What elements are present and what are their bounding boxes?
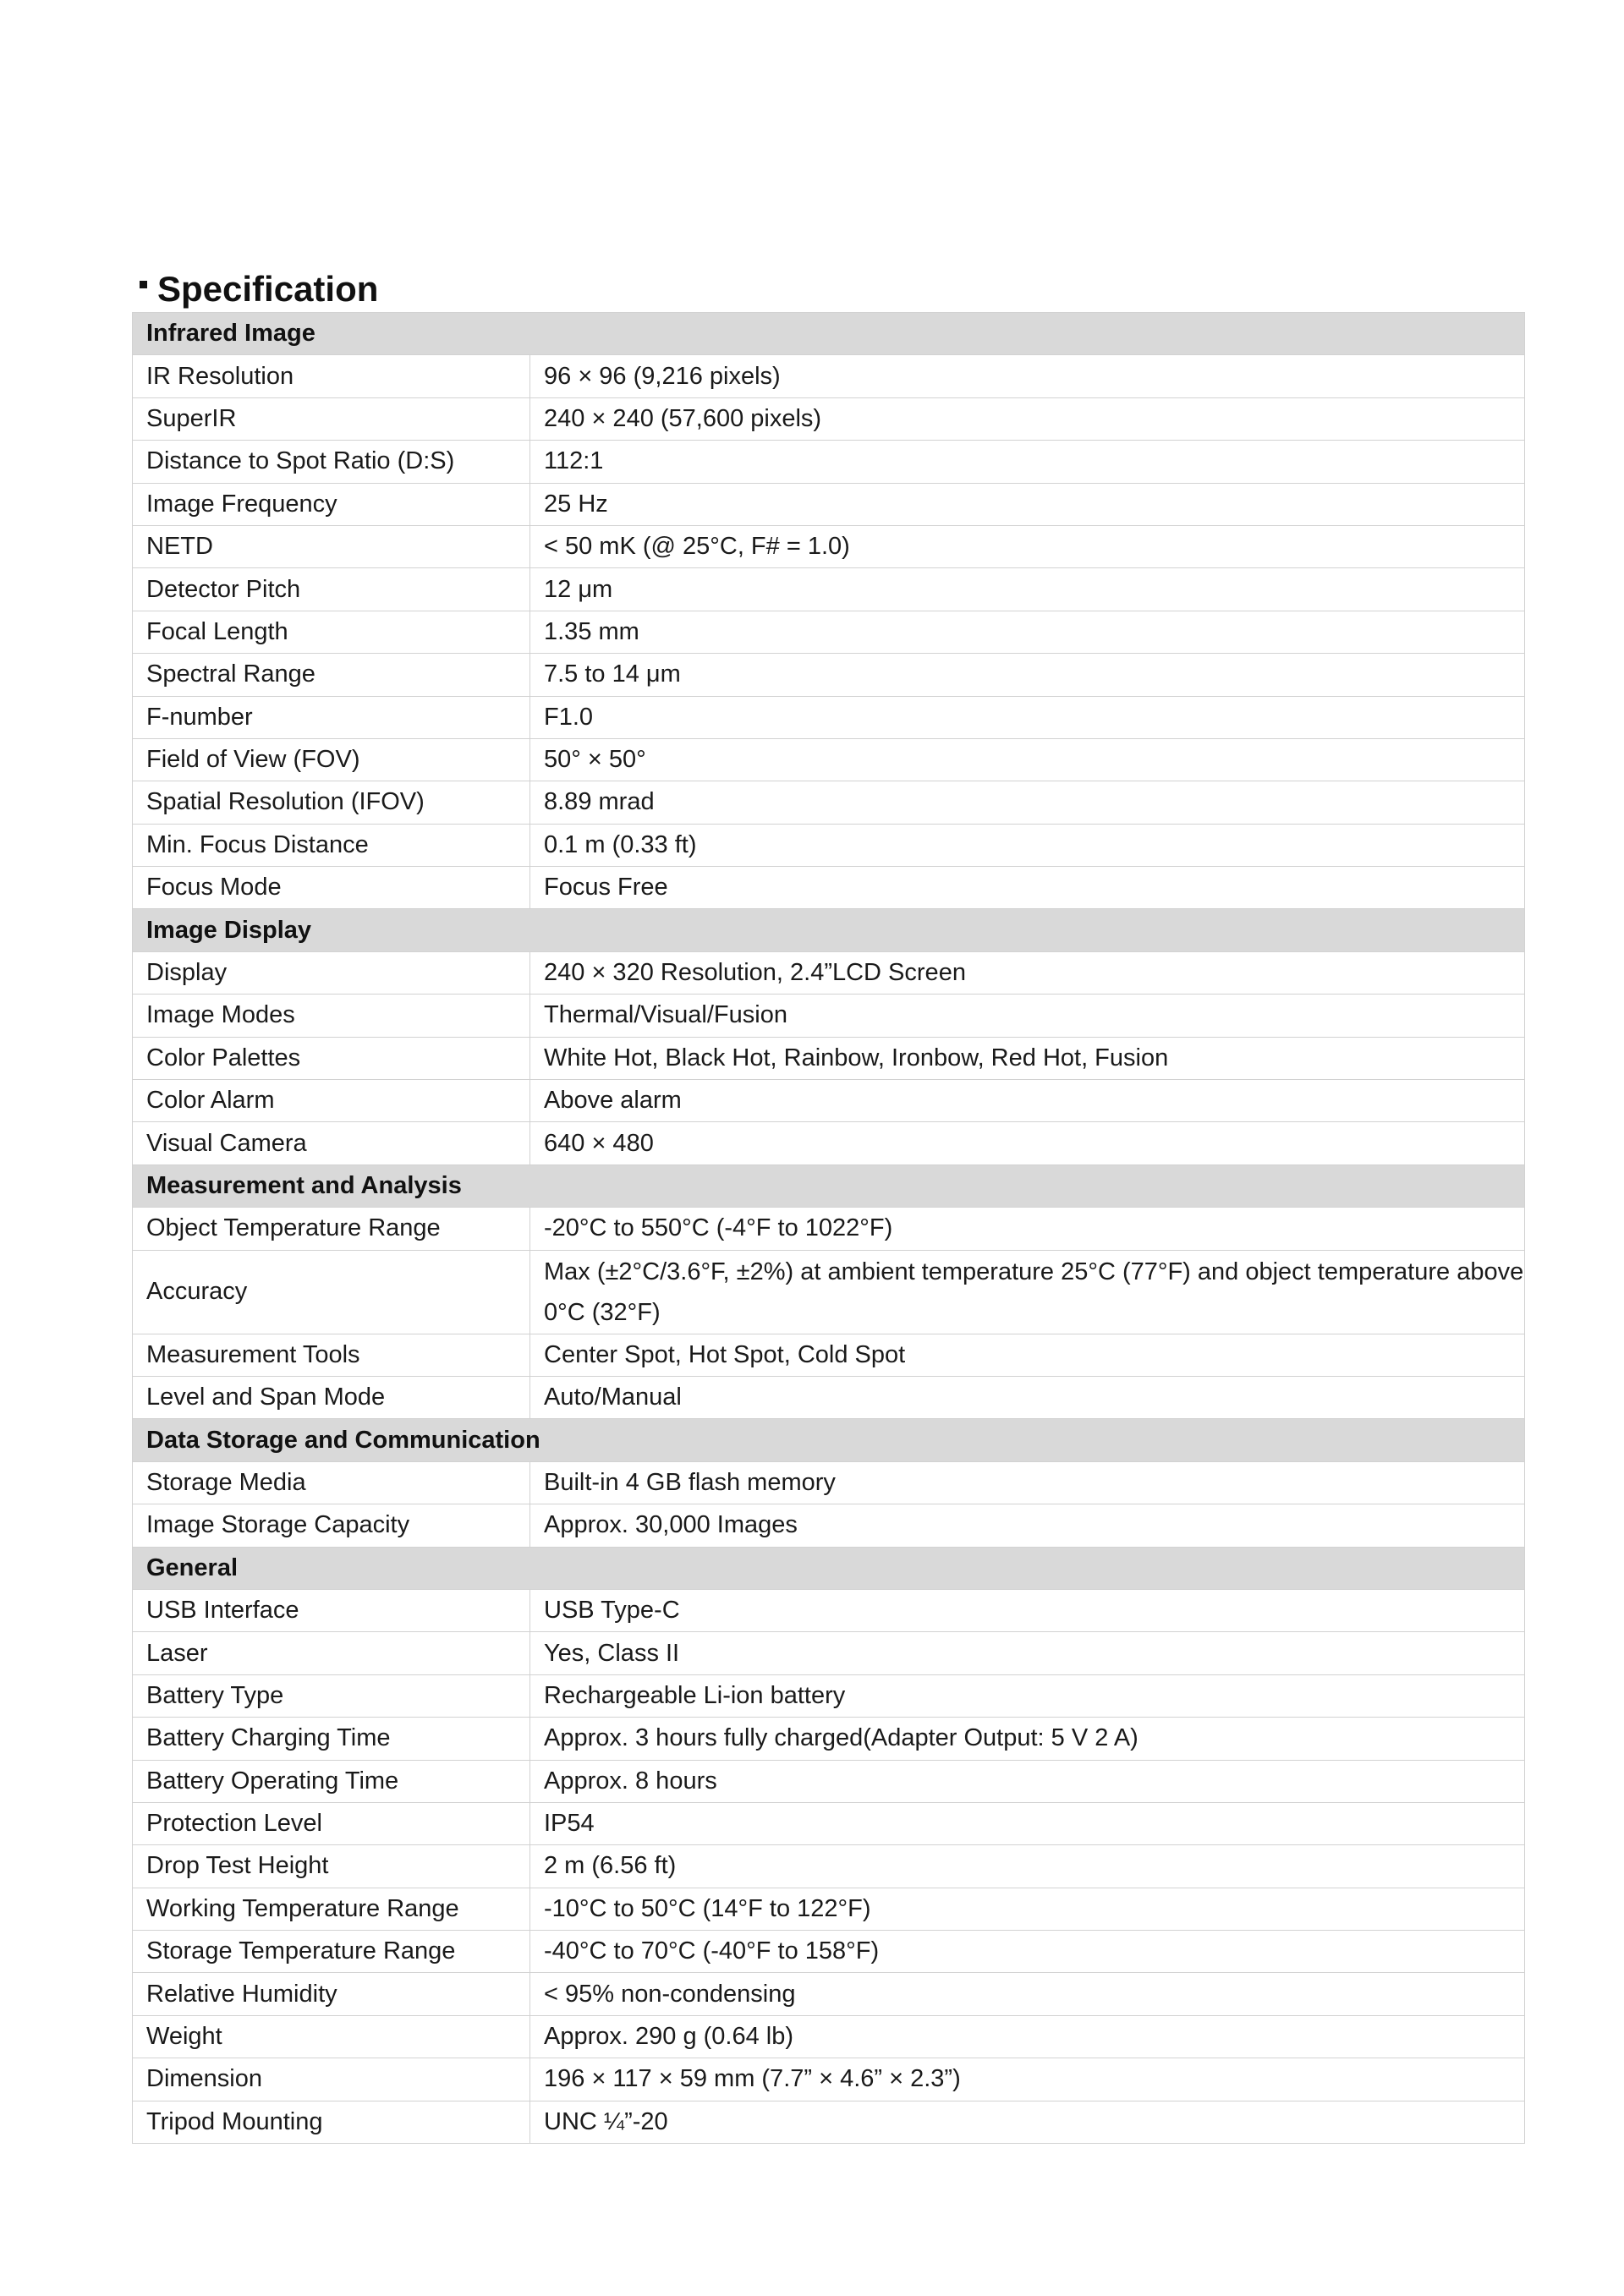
specification-table xyxy=(132,312,1525,2144)
table-row xyxy=(133,1037,1525,1079)
spec-value: USB Type-C xyxy=(530,1589,1525,1631)
spec-value: 12 μm xyxy=(530,568,1525,611)
table-row xyxy=(133,2058,1525,2101)
section-title: General xyxy=(133,1547,1525,1589)
spec-label: Weight xyxy=(133,2015,530,2058)
section-title: Infrared Image xyxy=(133,313,1525,355)
page-title-text: Specification xyxy=(157,269,379,309)
table-row xyxy=(133,1973,1525,2015)
spec-label: Detector Pitch xyxy=(133,568,530,611)
spec-label: Battery Type xyxy=(133,1674,530,1717)
table-row xyxy=(133,1589,1525,1631)
spec-label: SuperIR xyxy=(133,397,530,440)
table-row xyxy=(133,483,1525,525)
table-row xyxy=(133,397,1525,440)
spec-label: Accuracy xyxy=(133,1250,530,1334)
table-row xyxy=(133,611,1525,653)
spec-label: Focal Length xyxy=(133,611,530,653)
spec-value: -20°C to 550°C (-4°F to 1022°F) xyxy=(530,1208,1525,1250)
spec-label: Dimension xyxy=(133,2058,530,2101)
section-title: Measurement and Analysis xyxy=(133,1164,1525,1207)
spec-label: Storage Media xyxy=(133,1461,530,1504)
spec-label: Battery Charging Time xyxy=(133,1718,530,1760)
spec-label: USB Interface xyxy=(133,1589,530,1631)
table-section-header xyxy=(133,909,1525,951)
spec-value: 240 × 320 Resolution, 2.4”LCD Screen xyxy=(530,951,1525,994)
table-section-header xyxy=(133,1164,1525,1207)
spec-label: Color Alarm xyxy=(133,1080,530,1122)
spec-label: Storage Temperature Range xyxy=(133,1931,530,1973)
spec-label: Image Storage Capacity xyxy=(133,1504,530,1547)
spec-label: Display xyxy=(133,951,530,994)
table-row xyxy=(133,824,1525,866)
spec-value: 240 × 240 (57,600 pixels) xyxy=(530,397,1525,440)
spec-label: Relative Humidity xyxy=(133,1973,530,2015)
spec-label: Protection Level xyxy=(133,1802,530,1844)
table-row xyxy=(133,654,1525,696)
table-row xyxy=(133,1632,1525,1674)
spec-label: Working Temperature Range xyxy=(133,1888,530,1930)
spec-label: Level and Span Mode xyxy=(133,1376,530,1418)
table-row xyxy=(133,1376,1525,1418)
spec-value: Built-in 4 GB flash memory xyxy=(530,1461,1525,1504)
spec-label: Focus Mode xyxy=(133,867,530,909)
spec-value: Approx. 3 hours fully charged(Adapter Output: 5 V 2 A) xyxy=(530,1718,1525,1760)
spec-label: IR Resolution xyxy=(133,355,530,397)
spec-label: Spectral Range xyxy=(133,654,530,696)
square-bullet-icon xyxy=(140,281,147,288)
table-row xyxy=(133,738,1525,781)
table-row xyxy=(133,696,1525,738)
spec-value: Approx. 8 hours xyxy=(530,1760,1525,1802)
section-title: Data Storage and Communication xyxy=(133,1419,1525,1461)
table-section-header xyxy=(133,313,1525,355)
spec-value: Approx. 30,000 Images xyxy=(530,1504,1525,1547)
spec-label: Image Modes xyxy=(133,995,530,1037)
spec-label: Measurement Tools xyxy=(133,1334,530,1376)
spec-label: Color Palettes xyxy=(133,1037,530,1079)
spec-value: F1.0 xyxy=(530,696,1525,738)
spec-value: -40°C to 70°C (-40°F to 158°F) xyxy=(530,1931,1525,1973)
table-row xyxy=(133,781,1525,824)
spec-value: < 50 mK (@ 25°C, F# = 1.0) xyxy=(530,525,1525,567)
spec-value: 196 × 117 × 59 mm (7.7” × 4.6” × 2.3”) xyxy=(530,2058,1525,2101)
spec-value: Yes, Class II xyxy=(530,1632,1525,1674)
spec-value: 112:1 xyxy=(530,441,1525,483)
spec-label: Battery Operating Time xyxy=(133,1760,530,1802)
table-row xyxy=(133,1845,1525,1888)
spec-value: 0.1 m (0.33 ft) xyxy=(530,824,1525,866)
spec-value: 7.5 to 14 μm xyxy=(530,654,1525,696)
spec-label: Distance to Spot Ratio (D:S) xyxy=(133,441,530,483)
table-row xyxy=(133,1504,1525,1547)
table-row xyxy=(133,1802,1525,1844)
section-title: Image Display xyxy=(133,909,1525,951)
spec-value: 1.35 mm xyxy=(530,611,1525,653)
table-row xyxy=(133,951,1525,994)
table-row xyxy=(133,1334,1525,1376)
table-row xyxy=(133,1250,1525,1334)
spec-value: Auto/Manual xyxy=(530,1376,1525,1418)
spec-label: Image Frequency xyxy=(133,483,530,525)
table-row xyxy=(133,1122,1525,1164)
spec-value: Thermal/Visual/Fusion xyxy=(530,995,1525,1037)
spec-value: Rechargeable Li-ion battery xyxy=(530,1674,1525,1717)
table-row xyxy=(133,2101,1525,2143)
spec-label: F-number xyxy=(133,696,530,738)
table-row xyxy=(133,355,1525,397)
spec-label: Tripod Mounting xyxy=(133,2101,530,2143)
spec-value: 25 Hz xyxy=(530,483,1525,525)
table-row xyxy=(133,1674,1525,1717)
table-row xyxy=(133,1888,1525,1930)
spec-label: Min. Focus Distance xyxy=(133,824,530,866)
table-row xyxy=(133,2015,1525,2058)
spec-value: Above alarm xyxy=(530,1080,1525,1122)
spec-value: Approx. 290 g (0.64 lb) xyxy=(530,2015,1525,2058)
spec-value: Focus Free xyxy=(530,867,1525,909)
spec-label: Laser xyxy=(133,1632,530,1674)
spec-value: < 95% non-condensing xyxy=(530,1973,1525,2015)
spec-value: IP54 xyxy=(530,1802,1525,1844)
spec-value: White Hot, Black Hot, Rainbow, Ironbow, Red Hot, Fusion xyxy=(530,1037,1525,1079)
spec-label: Visual Camera xyxy=(133,1122,530,1164)
spec-label: Object Temperature Range xyxy=(133,1208,530,1250)
spec-value: 50° × 50° xyxy=(530,738,1525,781)
table-row xyxy=(133,1931,1525,1973)
table-row xyxy=(133,1461,1525,1504)
spec-value: Center Spot, Hot Spot, Cold Spot xyxy=(530,1334,1525,1376)
table-row xyxy=(133,568,1525,611)
spec-value: 96 × 96 (9,216 pixels) xyxy=(530,355,1525,397)
spec-label: NETD xyxy=(133,525,530,567)
spec-value: 8.89 mrad xyxy=(530,781,1525,824)
table-row xyxy=(133,867,1525,909)
spec-value: -10°C to 50°C (14°F to 122°F) xyxy=(530,1888,1525,1930)
table-section-header xyxy=(133,1419,1525,1461)
spec-value: 640 × 480 xyxy=(530,1122,1525,1164)
table-row xyxy=(133,525,1525,567)
spec-label: Drop Test Height xyxy=(133,1845,530,1888)
spec-value: UNC ¼”-20 xyxy=(530,2101,1525,2143)
spec-label: Spatial Resolution (IFOV) xyxy=(133,781,530,824)
table-section-header xyxy=(133,1547,1525,1589)
table-row xyxy=(133,1080,1525,1122)
spec-value: 2 m (6.56 ft) xyxy=(530,1845,1525,1888)
table-row xyxy=(133,1760,1525,1802)
page-title xyxy=(140,264,378,315)
table-row xyxy=(133,1718,1525,1760)
table-row xyxy=(133,441,1525,483)
spec-value: Max (±2°C/3.6°F, ±2%) at ambient temperature 25°C (77°F) and object temperature above 0°C (32°F) xyxy=(530,1250,1525,1334)
table-row xyxy=(133,1208,1525,1250)
spec-label: Field of View (FOV) xyxy=(133,738,530,781)
table-row xyxy=(133,995,1525,1037)
